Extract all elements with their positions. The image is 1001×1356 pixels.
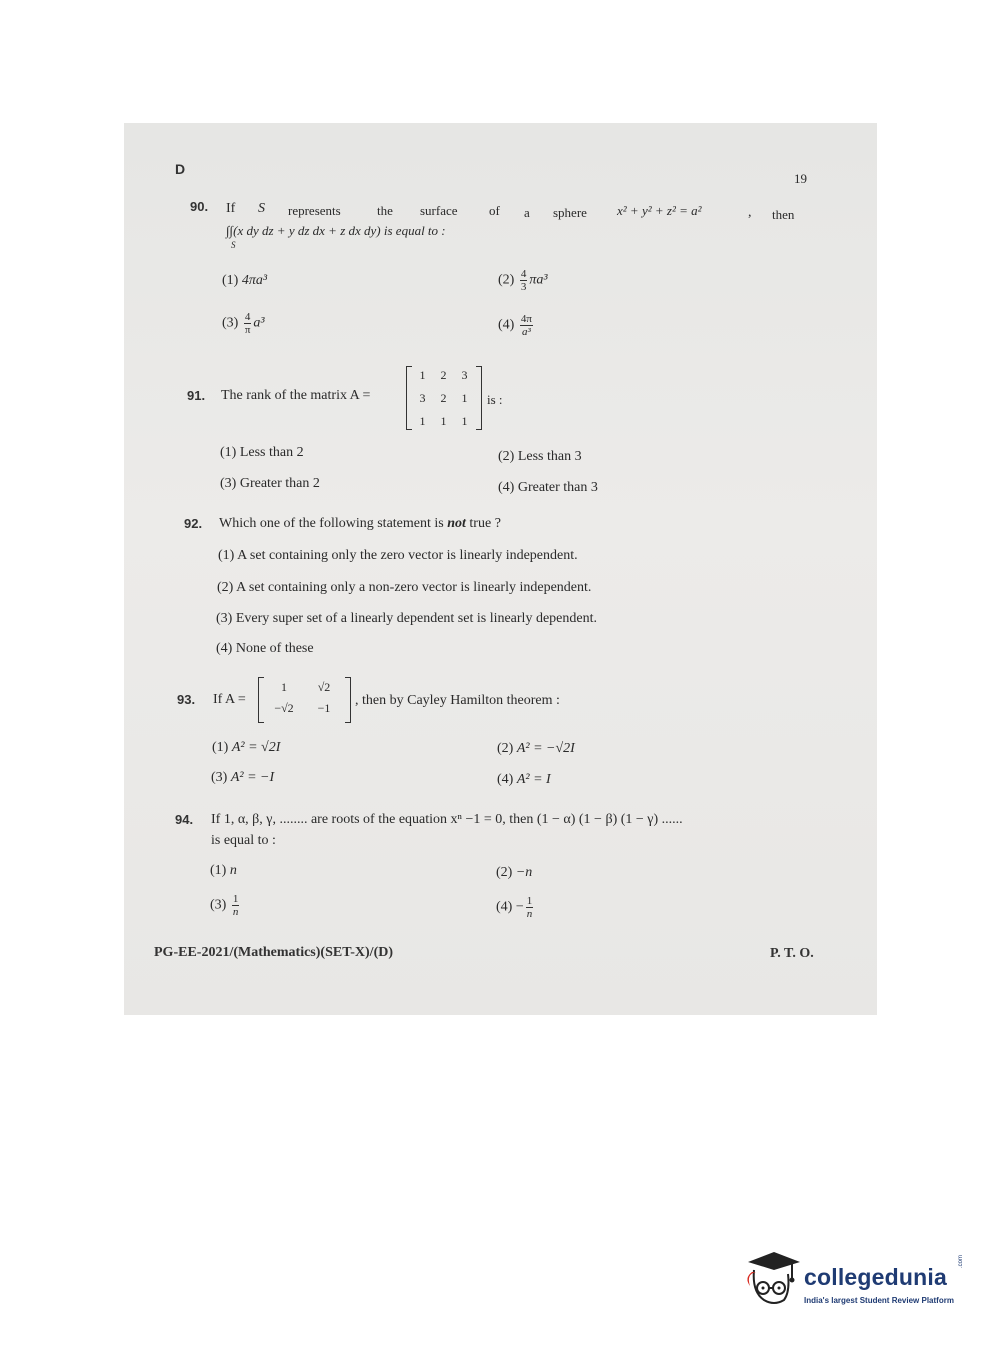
fraction-denominator: a³ (521, 326, 531, 338)
q91-option-1[interactable] (220, 445, 304, 461)
q94-option-1[interactable] (210, 863, 237, 879)
option-value: A² = I (516, 772, 551, 787)
matrix-cell: 1 (461, 414, 468, 428)
option-label: (3) (210, 897, 227, 913)
q94-stem-line2: is equal to : (211, 833, 276, 848)
q91-stem: The rank of the matrix A = (221, 388, 371, 403)
q90-word: If (226, 201, 236, 216)
collegedunia-logo (744, 1248, 974, 1318)
option-value: Less than 3 (517, 449, 582, 464)
matrix-a-3x3 (412, 368, 475, 429)
q92-stem (219, 516, 501, 532)
minus-sign: − (515, 899, 524, 915)
brand-name: collegedunia (804, 1264, 947, 1290)
q94-option-4[interactable] (496, 895, 535, 920)
q90-word: surface (420, 203, 458, 218)
option-label: (4) (497, 772, 514, 787)
q90-word: then (772, 207, 795, 222)
q93-option-4[interactable] (497, 772, 551, 788)
option-value: Every super set of a linearly dependent set is linearly dependent. (235, 611, 597, 626)
q92-option-2[interactable] (217, 580, 591, 596)
matrix-bracket-right (476, 366, 482, 430)
q90-option-1[interactable] (222, 273, 267, 289)
matrix-bracket-right (345, 677, 351, 723)
q90-word: of (489, 203, 500, 218)
option-label: (2) (498, 272, 515, 288)
q90-word: represents (288, 203, 341, 218)
matrix-cell: −1 (317, 701, 331, 715)
option-label: (4) (216, 641, 233, 656)
option-label: (2) (498, 449, 515, 464)
matrix-cell: 1 (281, 680, 287, 694)
q90-word: sphere (553, 205, 587, 220)
option-label: (1) (222, 273, 239, 288)
option-label: (4) (498, 317, 515, 333)
sphere-equation: x² + y² + z² = a² (617, 203, 702, 218)
matrix-cell: 1 (461, 391, 468, 405)
matrix-cell: 2 (440, 368, 447, 382)
q90-word: , (748, 205, 752, 220)
option-value: A set containing only the zero vector is linearly independent. (237, 548, 578, 563)
option-value: A² = √2I (231, 740, 281, 755)
exam-code: PG-EE-2021/(Mathematics)(SET-X)/(D) (154, 945, 394, 960)
option-value: a³ (253, 315, 265, 331)
option-value: Greater than 2 (239, 476, 320, 491)
q94-option-3[interactable] (210, 893, 241, 918)
q93-option-2[interactable] (497, 741, 575, 757)
q92-stem-end: true ? (465, 516, 501, 531)
q92-option-4[interactable] (216, 641, 314, 657)
q93-option-3[interactable] (211, 770, 274, 786)
q93-suffix: , then by Cayley Hamilton theorem : (355, 693, 560, 708)
q90-option-4[interactable] (498, 313, 535, 338)
option-value: A set containing only a non-zero vector is linearly independent. (236, 580, 592, 595)
fraction-denominator: 3 (520, 281, 527, 293)
option-value: πa³ (529, 272, 548, 288)
fraction-numerator: 1 (232, 893, 239, 905)
q92-option-1[interactable] (218, 548, 578, 564)
option-label: (1) (218, 548, 235, 563)
q90-word: S (258, 201, 265, 216)
q91-option-4[interactable] (498, 480, 598, 496)
option-label: (3) (220, 476, 237, 491)
question-number-91: 91. (187, 388, 206, 403)
fraction-denominator: n (232, 906, 239, 918)
mascot-icon (744, 1248, 802, 1318)
surface-integral: ∫∫(x dy dz + y dz dx + z dx dy) is equal to : (226, 223, 446, 238)
page-number: 19 (794, 171, 807, 186)
fraction-denominator: n (526, 908, 533, 920)
option-value: A² = −I (230, 770, 275, 785)
fraction-numerator: 4 (520, 268, 527, 280)
q92-stem-emphasis: not (447, 516, 466, 531)
integral-subscript: S (231, 240, 236, 250)
question-number-94: 94. (175, 812, 194, 827)
fraction-denominator: π (244, 324, 251, 336)
q93-stem: If A = (213, 692, 246, 707)
option-label: (4) (498, 480, 515, 495)
option-value: Less than 2 (239, 445, 304, 460)
q94-stem-line1: If 1, α, β, γ, ........ are roots of the equation xⁿ −1 = 0, then (1 − α) (1 − β) (1 − γ) ...... (211, 812, 683, 827)
option-label: (2) (217, 580, 234, 595)
question-number-92: 92. (184, 516, 203, 531)
option-label: (3) (216, 611, 233, 626)
exam-page-photo (124, 123, 877, 1015)
option-value: 4πa³ (241, 273, 268, 288)
q91-suffix: is : (487, 392, 503, 407)
matrix-cell: 3 (461, 368, 468, 382)
q90-word: the (377, 203, 393, 218)
option-label: (3) (222, 315, 239, 331)
fraction-numerator: 1 (526, 895, 533, 907)
matrix-cell: 3 (419, 391, 426, 405)
option-label: (2) (496, 865, 513, 880)
matrix-cell: √2 (317, 680, 331, 694)
option-value: None of these (235, 641, 314, 656)
q94-option-2[interactable] (496, 865, 532, 881)
option-label: (1) (210, 863, 227, 878)
brand-domain: .com (958, 1254, 964, 1268)
fraction-numerator: 4π (520, 313, 532, 325)
fraction-numerator: 4 (244, 311, 251, 323)
q90-word: a (524, 205, 530, 220)
q91-option-3[interactable] (220, 476, 320, 492)
option-label: (1) (220, 445, 237, 460)
q90-option-2[interactable] (498, 268, 548, 293)
option-value: −n (515, 865, 533, 880)
brand-tagline: India's largest Student Review Platform (804, 1296, 954, 1305)
option-value: n (229, 863, 237, 878)
question-number-93: 93. (177, 692, 196, 707)
q92-stem-start: Which one of the following statement is (219, 516, 448, 531)
option-value: Greater than 3 (517, 480, 598, 495)
q93-option-1[interactable] (212, 740, 280, 756)
matrix-cell: 1 (419, 368, 426, 382)
q92-option-3[interactable] (216, 611, 597, 627)
q91-option-2[interactable] (498, 449, 582, 465)
matrix-a-2x2 (264, 680, 344, 716)
option-label: (1) (212, 740, 229, 755)
question-number-90: 90. (190, 199, 209, 214)
option-value: A² = −√2I (516, 741, 575, 756)
option-label: (2) (497, 741, 514, 756)
matrix-cell: 2 (440, 391, 447, 405)
please-turn-over: P. T. O. (770, 946, 814, 961)
option-label: (4) (496, 899, 513, 915)
matrix-cell: −√2 (274, 701, 294, 715)
matrix-cell: 1 (440, 414, 447, 428)
q90-option-3[interactable] (222, 311, 265, 336)
set-letter: D (175, 161, 186, 177)
matrix-cell: 1 (419, 414, 426, 428)
option-label: (3) (211, 770, 228, 785)
